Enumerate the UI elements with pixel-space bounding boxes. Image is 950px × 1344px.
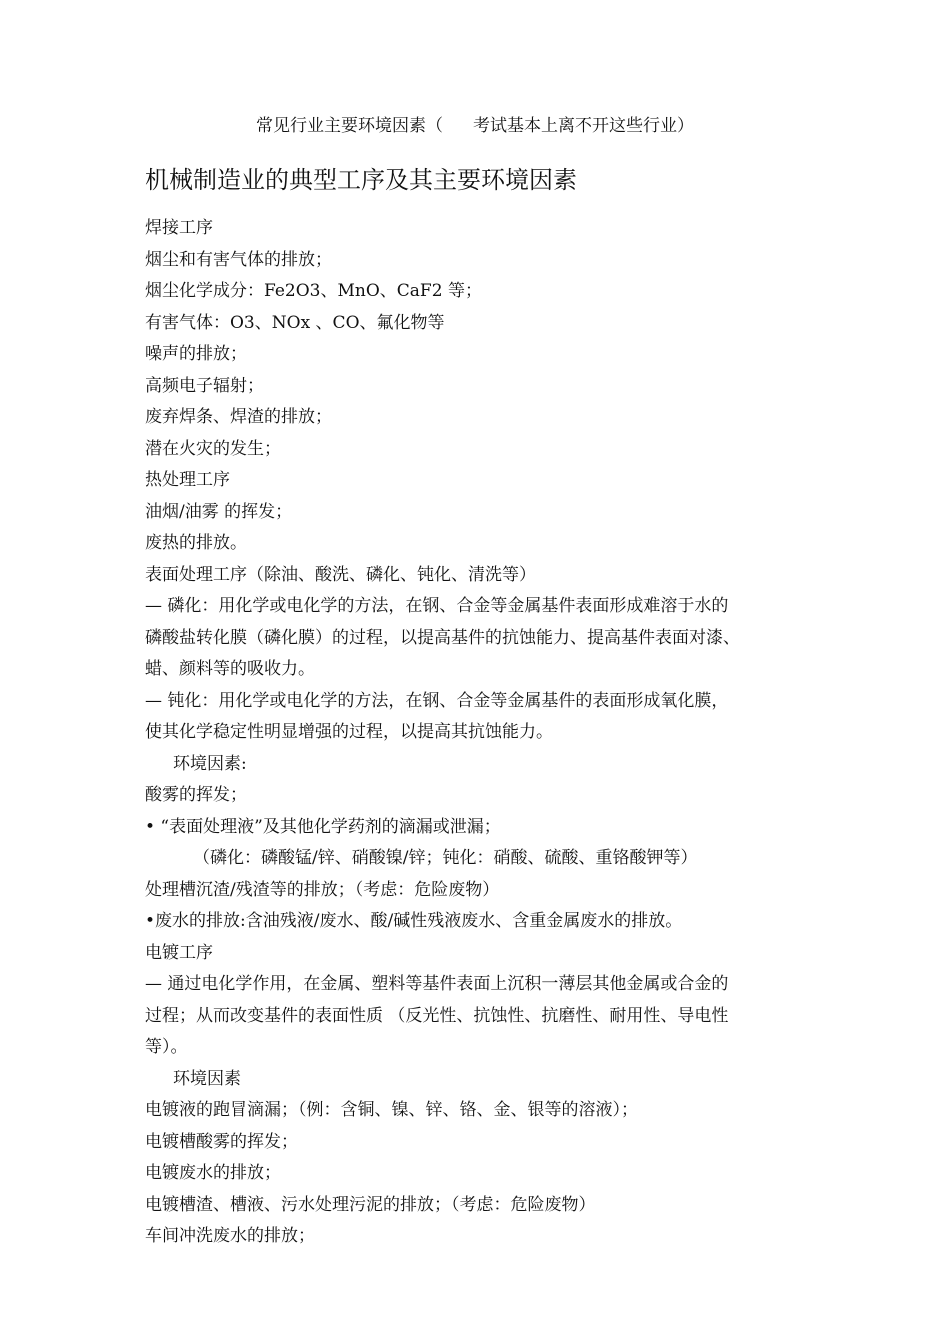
text-line: 废热的排放。 xyxy=(145,533,247,553)
text-line: （磷化：磷酸锰/锌、硝酸镍/锌；钝化：硝酸、硫酸、重铬酸钾等） xyxy=(193,848,698,868)
text-line: 环境因素: xyxy=(173,753,247,774)
text-line: 使其化学稳定性明显增强的过程，以提高其抗蚀能力。 xyxy=(145,722,553,742)
text-line: 油烟/油雾 的挥发； xyxy=(145,501,293,522)
text-line: 酸雾的挥发； xyxy=(145,785,247,805)
text-line: 电镀废水的排放； xyxy=(145,1163,281,1183)
text-line: 高频电子辐射； xyxy=(145,375,264,396)
text-line: 处理槽沉渣/残渣等的排放；（考虑：危险废物） xyxy=(145,879,500,900)
text-line: 电镀工序 xyxy=(145,942,213,963)
text-line: 磷酸盐转化膜（磷化膜）的过程，以提高基件的抗蚀能力、提高基件表面对漆、 xyxy=(145,627,740,648)
header-title-part2: 考试基本上离不开这些行业） xyxy=(473,116,694,136)
text-line: •废水的排放:含油残液/废水、酸/碱性残液废水、含重金属废水的排放。 xyxy=(145,911,683,931)
text-line: 过程；从而改变基件的表面性质 （反光性、抗蚀性、抗磨性、耐用性、导电性 xyxy=(145,1005,729,1026)
text-line: — 钝化：用化学或电化学的方法，在钢、合金等金属基件的表面形成氧化膜， xyxy=(145,690,729,711)
section-title: 机械制造业的典型工序及其主要环境因素 xyxy=(145,166,577,194)
text-line: 热处理工序 xyxy=(145,470,230,490)
text-line: 有害气体：O3、NOx 、CO、氟化物等 xyxy=(145,312,445,333)
header-title-part1: 常见行业主要环境因素（ xyxy=(256,116,443,136)
text-line: • “表面处理液”及其他化学药剂的滴漏或泄漏； xyxy=(145,816,501,837)
text-line: 电镀槽渣、槽液、污水处理污泥的排放；（考虑：危险废物） xyxy=(145,1194,596,1215)
text-line: 电镀液的跑冒滴漏；（例：含铜、镍、锌、铬、金、银等的溶液）； xyxy=(145,1100,638,1120)
text-line: 车间冲洗废水的排放； xyxy=(145,1226,315,1246)
text-line: — 磷化：用化学或电化学的方法，在钢、合金等金属基件表面形成难溶于水的 xyxy=(145,596,729,616)
text-line: 蜡、颜料等的吸收力。 xyxy=(145,659,315,679)
text-line: — 通过电化学作用，在金属、塑料等基件表面上沉积一薄层其他金属或合金的 xyxy=(145,974,729,994)
text-line: 潜在火灾的发生； xyxy=(145,438,281,459)
document-header xyxy=(0,114,950,138)
body-text xyxy=(145,213,810,1253)
text-line: 电镀槽酸雾的挥发； xyxy=(145,1131,298,1152)
text-line: 噪声的排放； xyxy=(145,344,247,364)
text-line: 焊接工序 xyxy=(145,218,213,238)
text-line: 烟尘和有害气体的排放； xyxy=(145,249,332,270)
text-line: 废弃焊条、焊渣的排放； xyxy=(145,407,332,427)
text-line: 烟尘化学成分：Fe2O3、MnO、CaF2 等； xyxy=(145,281,482,301)
text-line: 等）。 xyxy=(145,1037,188,1057)
text-line: 表面处理工序（除油、酸洗、磷化、钝化、清洗等） xyxy=(145,564,536,585)
text-line: 环境因素 xyxy=(173,1068,241,1089)
